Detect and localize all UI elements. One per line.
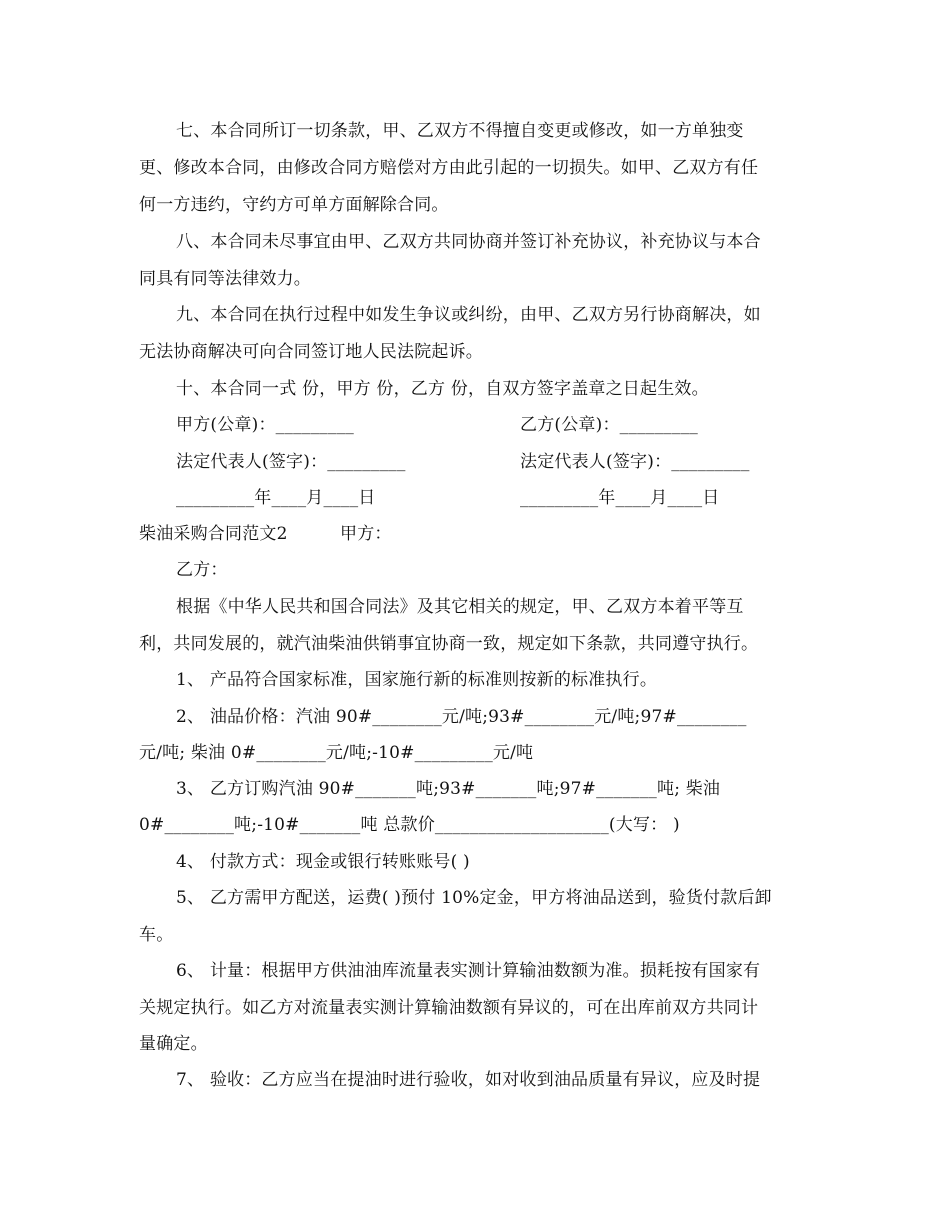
item-1: 1、 产品符合国家标准，国家施行新的标准则按新的标准执行。: [176, 670, 658, 690]
preamble-line-1: 根据《中华人民共和国合同法》及其它相关的规定，甲、乙双方本着平等互: [176, 597, 744, 617]
clause-7-line-3: 何一方违约，守约方可单方面解除合同。: [139, 195, 449, 215]
party-a-date: _________年____月____日: [176, 488, 376, 508]
item-3-line-2: 0#________吨;-10#_______吨 总款价____________________(大写： ): [139, 815, 680, 835]
party-a-label: 甲方：: [340, 524, 392, 544]
item-7-line-1: 7、 验收：乙方应当在提油时进行验收，如对收到油品质量有异议，应及时提: [176, 1070, 761, 1090]
clause-8-line-1: 八、本合同未尽事宜由甲、乙双方共同协商并签订补充协议，补充协议与本合: [176, 232, 761, 252]
clause-10: 十、本合同一式 份，甲方 份，乙方 份，自双方签字盖章之日起生效。: [176, 379, 709, 399]
party-b-seal: 乙方(公章)：_________: [520, 415, 698, 435]
item-2-line-1: 2、 油品价格：汽油 90#________元/吨;93#________元/吨;97#________: [176, 707, 747, 727]
party-b-date: _________年____月____日: [520, 488, 720, 508]
preamble-line-2: 利，共同发展的，就汽油柴油供销事宜协商一致，规定如下条款，共同遵守执行。: [139, 634, 759, 654]
clause-7-line-2: 更、修改本合同，由修改合同方赔偿对方由此引起的一切损失。如甲、乙双方有任: [139, 158, 759, 178]
party-b-representative: 法定代表人(签字)：_________: [520, 452, 750, 472]
item-4: 4、 付款方式：现金或银行转账账号( ): [176, 852, 470, 872]
item-6-line-2: 关规定执行。如乙方对流量表实测计算输油数额有异议的，可在出库前双方共同计: [139, 998, 759, 1018]
clause-7-line-1: 七、本合同所订一切条款，甲、乙双方不得擅自变更或修改，如一方单独变: [176, 121, 744, 141]
party-b-label: 乙方：: [176, 560, 228, 580]
item-3-line-1: 3、 乙方订购汽油 90#_______吨;93#_______吨;97#_______吨; 柴油: [176, 779, 721, 799]
item-2-line-2: 元/吨; 柴油 0#________元/吨;-10#_________元/吨: [139, 743, 534, 763]
sample-2-title: 柴油采购合同范文2: [139, 524, 288, 544]
party-a-representative: 法定代表人(签字)：_________: [176, 452, 406, 472]
clause-9-line-2: 无法协商解决可向合同签订地人民法院起诉。: [139, 342, 483, 362]
item-6-line-3: 量确定。: [139, 1034, 208, 1054]
clause-8-line-2: 同具有同等法律效力。: [139, 269, 311, 289]
item-5-line-2: 车。: [139, 925, 174, 945]
item-6-line-1: 6、 计量：根据甲方供油油库流量表实测计算输油数额为准。损耗按有国家有: [176, 961, 761, 981]
clause-9-line-1: 九、本合同在执行过程中如发生争议或纠纷，由甲、乙双方另行协商解决，如: [176, 305, 761, 325]
item-5-line-1: 5、 乙方需甲方配送，运费( )预付 10%定金，甲方将油品送到，验货付款后卸: [176, 888, 772, 908]
party-a-seal: 甲方(公章)：_________: [176, 415, 354, 435]
